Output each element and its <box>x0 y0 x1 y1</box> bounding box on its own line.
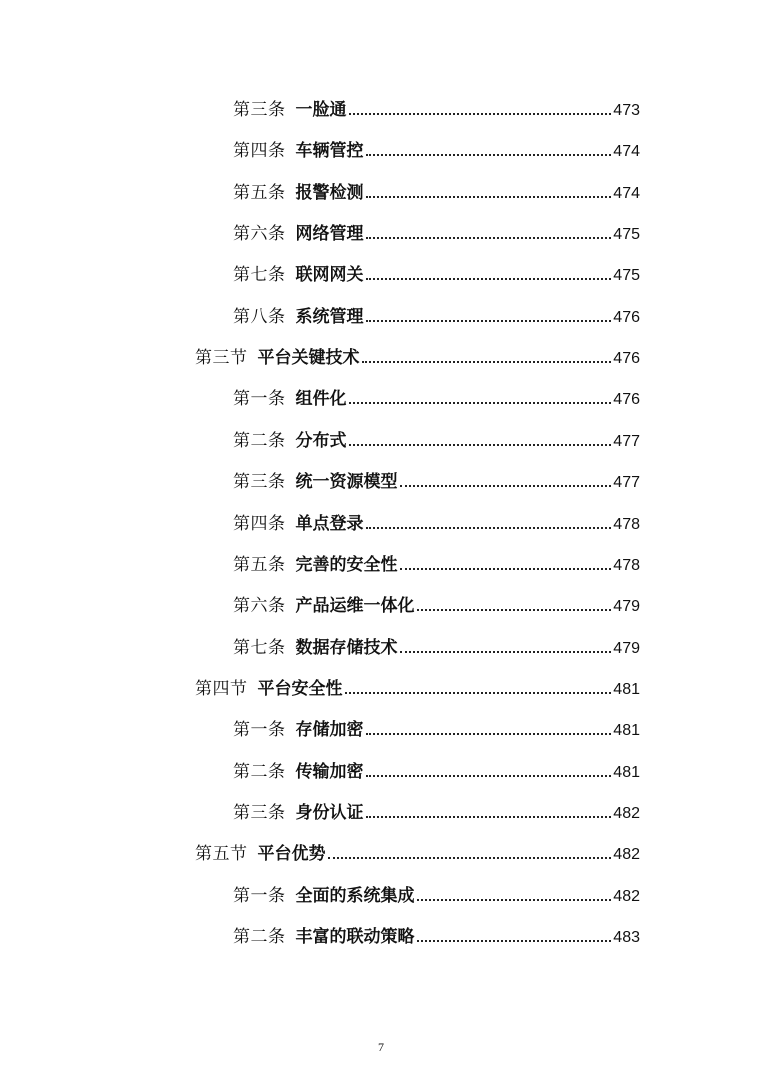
toc-entry-title: 完善的安全性 <box>295 554 398 575</box>
toc-entry-number: 第一条 <box>233 885 286 906</box>
toc-entry-number: 第五条 <box>233 182 286 203</box>
toc-entry-page: 479 <box>613 598 640 616</box>
dot-leader <box>362 360 612 363</box>
toc-entry-title: 统一资源模型 <box>295 472 398 493</box>
toc-entry-page: 482 <box>613 887 640 905</box>
toc-entry-page: 475 <box>613 267 640 285</box>
toc-entry-page: 477 <box>613 432 640 450</box>
toc-entry-title: 全面的系统集成 <box>295 885 415 906</box>
toc-entry[interactable] <box>0 923 762 947</box>
dot-leader <box>400 567 612 570</box>
dot-leader <box>328 856 612 859</box>
dot-leader <box>349 401 612 404</box>
toc-entry[interactable] <box>0 427 762 451</box>
toc-entry-page: 474 <box>613 143 640 161</box>
toc-entry-title: 丰富的联动策略 <box>295 927 415 947</box>
dot-leader <box>417 898 612 901</box>
toc-entry[interactable] <box>0 344 762 368</box>
toc-entry-number: 第六条 <box>233 596 286 617</box>
toc-entry-title: 平台关键技术 <box>257 348 360 369</box>
dot-leader <box>366 815 612 818</box>
page-number-footer: 7 <box>378 1040 384 1054</box>
toc-entry[interactable] <box>0 220 762 244</box>
dot-leader <box>366 195 612 198</box>
toc-entry-title: 平台安全性 <box>257 678 343 699</box>
toc-entry-title: 传输加密 <box>295 761 364 782</box>
toc-entry[interactable] <box>0 179 762 203</box>
toc-entry-title: 分布式 <box>295 430 347 451</box>
toc-entry-number: 第四节 <box>195 678 248 699</box>
toc-entry-number: 第七条 <box>233 637 286 658</box>
dot-leader <box>400 650 612 653</box>
toc-entry-title: 平台优势 <box>257 844 326 865</box>
toc-entry[interactable] <box>0 385 762 409</box>
toc-entry-number: 第八条 <box>233 306 286 327</box>
toc-entry-number: 第七条 <box>233 265 286 286</box>
dot-leader <box>366 319 612 322</box>
toc-entry-title: 网络管理 <box>295 224 364 245</box>
toc-entry-title: 存储加密 <box>295 720 364 741</box>
dot-leader <box>366 277 612 280</box>
toc-entry-number: 第五节 <box>195 844 248 865</box>
toc-entry[interactable] <box>0 840 762 864</box>
toc-entry-number: 第二条 <box>233 430 286 451</box>
toc-entry-number: 第三条 <box>233 472 286 493</box>
toc-entry-page: 481 <box>613 722 640 740</box>
toc-entry[interactable] <box>0 96 762 120</box>
toc-entry-page: 482 <box>613 846 640 864</box>
toc-entry-page: 478 <box>613 556 640 574</box>
toc-entry-page: 473 <box>613 102 640 119</box>
toc-entry-title: 产品运维一体化 <box>295 596 415 617</box>
toc-entry-number: 第三节 <box>195 348 248 369</box>
dot-leader <box>417 939 612 942</box>
toc-entry[interactable] <box>0 261 762 285</box>
dot-leader <box>366 526 612 529</box>
toc-entry-title: 数据存储技术 <box>295 637 398 658</box>
toc-entry[interactable] <box>0 634 762 658</box>
toc-entry-title: 单点登录 <box>295 513 364 534</box>
toc-entry-page: 475 <box>613 226 640 244</box>
toc-entry[interactable] <box>0 799 762 823</box>
toc-entry[interactable] <box>0 468 762 492</box>
dot-leader <box>345 691 612 694</box>
toc-entry-number: 第六条 <box>233 224 286 245</box>
toc-entry[interactable] <box>0 303 762 327</box>
toc-entry-number: 第一条 <box>233 720 286 741</box>
dot-leader <box>366 236 612 239</box>
toc-entry-page: 476 <box>613 308 640 326</box>
toc-entry-title: 报警检测 <box>295 182 364 203</box>
toc-entry-number: 第三条 <box>233 100 286 120</box>
toc-entry-number: 第二条 <box>233 761 286 782</box>
toc-entry[interactable] <box>0 758 762 782</box>
toc-entry-number: 第四条 <box>233 141 286 162</box>
toc-entry-page: 483 <box>613 929 640 946</box>
dot-leader <box>366 774 612 777</box>
toc-entry-title: 身份认证 <box>295 802 364 823</box>
toc-entry-page: 481 <box>613 680 640 698</box>
toc-entry-number: 第三条 <box>233 802 286 823</box>
toc-entry[interactable] <box>0 592 762 616</box>
toc-entry-title: 一脸通 <box>295 100 347 120</box>
toc-entry[interactable] <box>0 716 762 740</box>
toc-entry-page: 478 <box>613 515 640 533</box>
dot-leader <box>366 732 612 735</box>
toc-entry-title: 系统管理 <box>295 306 364 327</box>
toc-entry-number: 第五条 <box>233 554 286 575</box>
toc-entry[interactable] <box>0 551 762 575</box>
toc-entry-number: 第四条 <box>233 513 286 534</box>
dot-leader <box>349 112 612 115</box>
toc-entry-page: 481 <box>613 763 640 781</box>
toc-entry-page: 474 <box>613 184 640 202</box>
toc-entry-title: 联网网关 <box>295 265 364 286</box>
toc-entry[interactable] <box>0 510 762 534</box>
toc-entry-number: 第一条 <box>233 389 286 410</box>
toc-entry-title: 组件化 <box>295 389 347 410</box>
dot-leader <box>349 443 612 446</box>
toc-entry-page: 479 <box>613 639 640 657</box>
dot-leader <box>417 608 612 611</box>
toc-entry[interactable] <box>0 137 762 161</box>
toc-entry[interactable] <box>0 675 762 699</box>
toc-entry-page: 476 <box>613 391 640 409</box>
toc-entry-page: 476 <box>613 350 640 368</box>
toc-entry-page: 477 <box>613 474 640 492</box>
dot-leader <box>366 153 612 156</box>
toc-entry[interactable] <box>0 882 762 906</box>
toc-entry-title: 车辆管控 <box>295 141 364 162</box>
toc-entry-number: 第二条 <box>233 927 286 947</box>
dot-leader <box>400 484 612 487</box>
toc-entry-page: 482 <box>613 804 640 822</box>
